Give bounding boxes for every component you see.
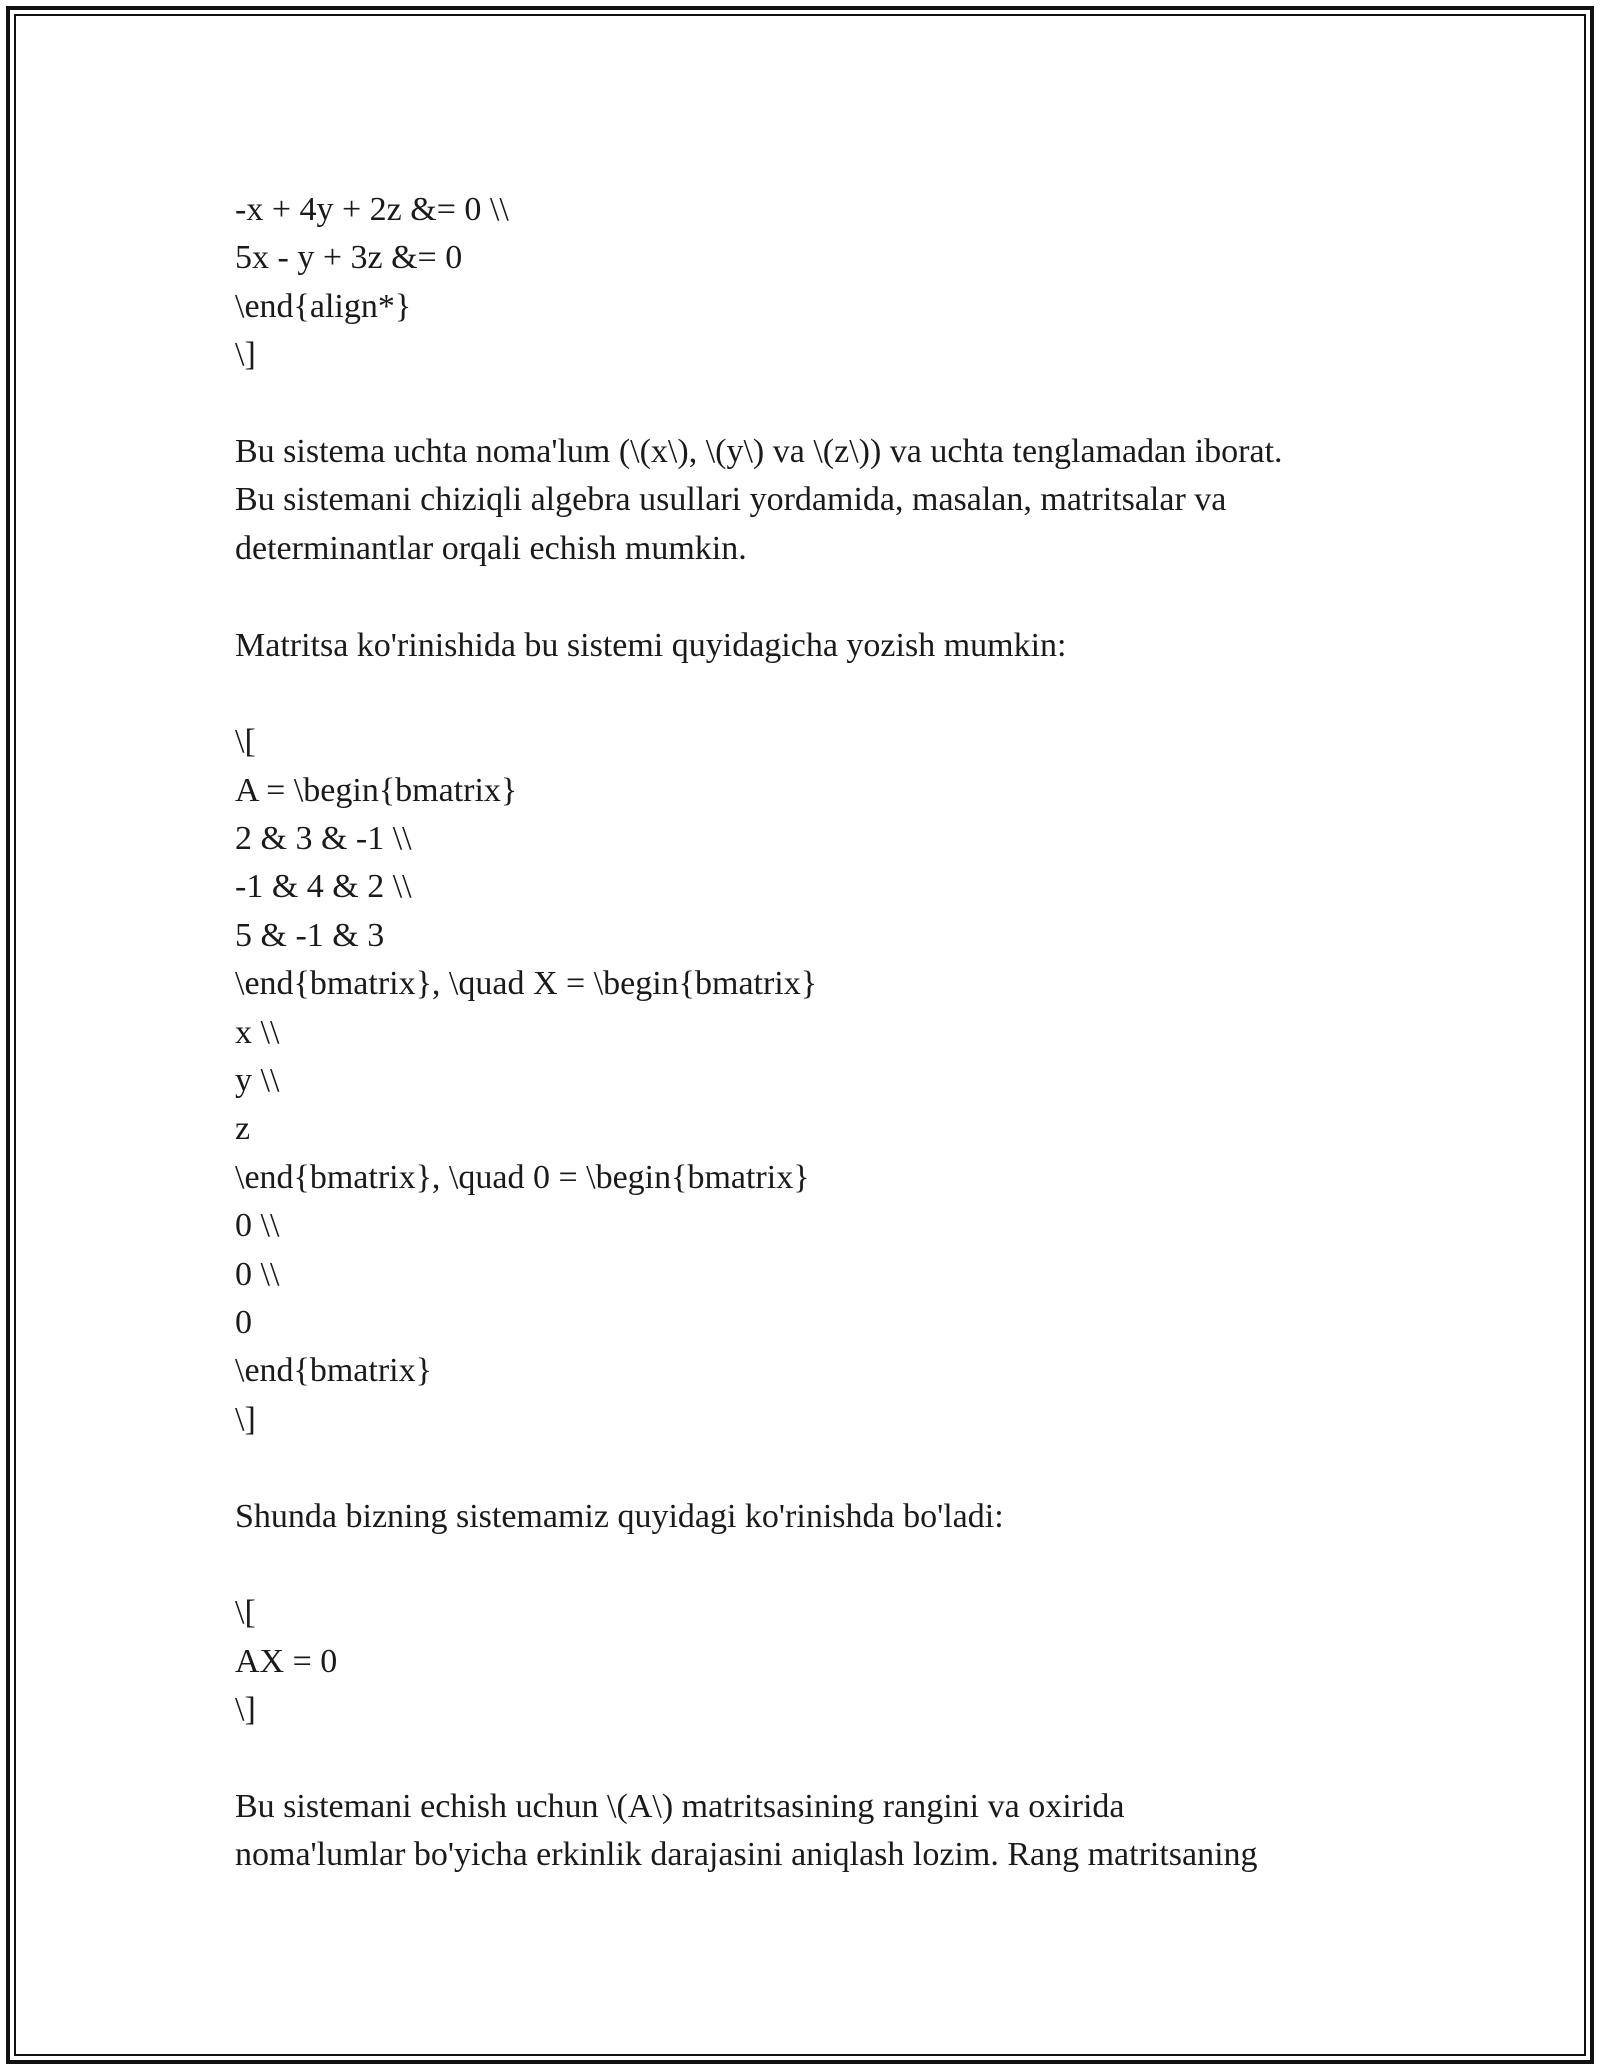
equation-block-matrices bbox=[235, 718, 1425, 1444]
equation-line: A = \begin{bmatrix} bbox=[235, 771, 518, 809]
equation-line: z bbox=[235, 1110, 251, 1148]
paragraph-gap bbox=[235, 670, 1425, 718]
equation-line: \end{bmatrix}, \quad 0 = \begin{bmatrix} bbox=[235, 1158, 810, 1196]
equation-line: 0 \\ bbox=[235, 1207, 280, 1245]
equation-block-ax bbox=[235, 1589, 1425, 1734]
equation-line: \end{bmatrix} bbox=[235, 1352, 432, 1390]
equation-line: \] bbox=[235, 1691, 256, 1729]
equation-line: \end{align*} bbox=[235, 287, 412, 325]
equation-line: 5 & -1 & 3 bbox=[235, 916, 385, 954]
paragraph-matrix-intro bbox=[235, 622, 1425, 670]
equation-line: y \\ bbox=[235, 1062, 280, 1100]
equation-line: \[ bbox=[235, 1594, 256, 1632]
equation-line: -1 & 4 & 2 \\ bbox=[235, 868, 412, 906]
equation-line: 0 bbox=[235, 1303, 252, 1341]
paragraph-line: Bu sistemani chiziqli algebra usullari yordamida, masalan, matritsalar va bbox=[235, 481, 1227, 519]
equation-line: \end{bmatrix}, \quad X = \begin{bmatrix} bbox=[235, 965, 818, 1003]
paragraph-system-form bbox=[235, 1493, 1425, 1541]
equation-line: 2 & 3 & -1 \\ bbox=[235, 820, 412, 858]
equation-line: \[ bbox=[235, 723, 256, 761]
equation-line: \] bbox=[235, 336, 256, 374]
paragraph-line: noma'lumlar bo'yicha erkinlik darajasini aniqlash lozim. Rang matritsaning bbox=[235, 1836, 1258, 1874]
paragraph-line: Matritsa ko'rinishida bu sistemi quyidagicha yozish mumkin: bbox=[235, 626, 1067, 664]
paragraph-line: Bu sistemani echish uchun \(A\) matritsasining rangini va oxirida bbox=[235, 1787, 1125, 1825]
document-body bbox=[235, 186, 1425, 1880]
paragraph-line: Shunda bizning sistemamiz quyidagi ko'rinishda bo'ladi: bbox=[235, 1497, 1004, 1535]
paragraph-rank bbox=[235, 1783, 1425, 1880]
paragraph-gap bbox=[235, 1444, 1425, 1492]
equation-line: \] bbox=[235, 1400, 256, 1438]
paragraph-gap bbox=[235, 380, 1425, 428]
paragraph-line: determinantlar orqali echish mumkin. bbox=[235, 529, 747, 567]
paragraph-system-description bbox=[235, 428, 1425, 573]
equation-line: x \\ bbox=[235, 1013, 280, 1051]
paragraph-line: Bu sistema uchta noma'lum (\(x\), \(y\) va \(z\)) va uchta tenglamadan iborat. bbox=[235, 432, 1283, 470]
equation-line: -x + 4y + 2z &= 0 \\ bbox=[235, 191, 509, 228]
equation-line: AX = 0 bbox=[235, 1642, 338, 1680]
equation-line: 5x - y + 3z &= 0 bbox=[235, 239, 463, 277]
paragraph-gap bbox=[235, 1541, 1425, 1589]
equation-line: 0 \\ bbox=[235, 1255, 280, 1293]
equation-block-align bbox=[235, 186, 1425, 380]
paragraph-gap bbox=[235, 1735, 1425, 1783]
paragraph-gap bbox=[235, 573, 1425, 621]
